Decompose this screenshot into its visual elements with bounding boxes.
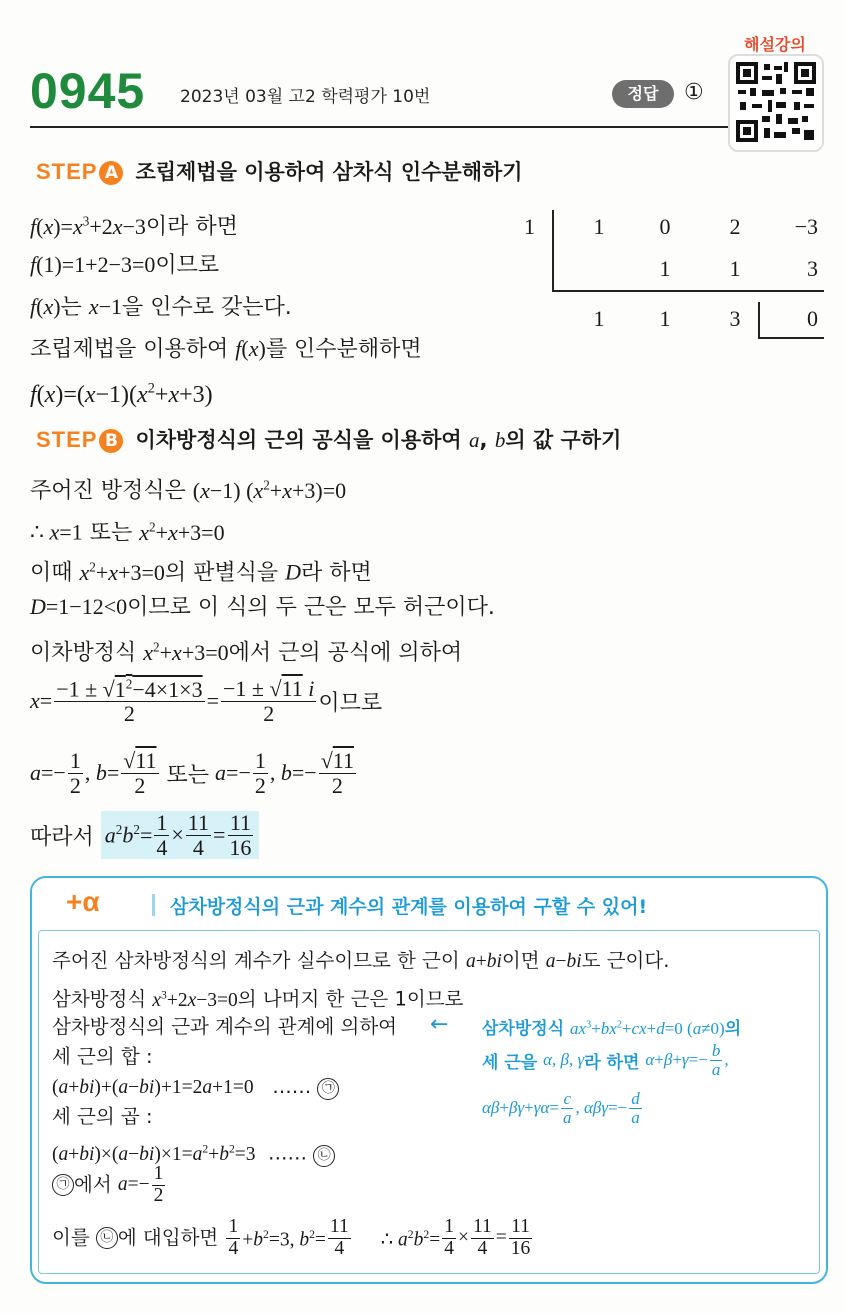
sd-cell: 0 xyxy=(807,306,818,331)
step-b-line-4: D=1−12<0이므로 이 식의 두 근은 모두 허근이다. xyxy=(30,594,495,620)
qr-code-icon xyxy=(736,62,816,142)
step-a-badge: STEP xyxy=(36,159,98,184)
tip-badge: +α xyxy=(66,886,100,917)
tip-separator xyxy=(152,894,155,916)
header-rule xyxy=(30,126,730,128)
qr-frame[interactable] xyxy=(728,54,824,152)
sd-cell: 1 xyxy=(593,306,605,331)
tip-line-5: (a+bi)+(a−bi)+1=2a+1=0 …… ㉠ xyxy=(52,1074,339,1101)
tip-line-1: 주어진 삼차방정식의 계수가 실수이므로 한 근이 a+bi이면 a−bi도 근이다. xyxy=(52,949,670,972)
sd-cell: 0 xyxy=(659,214,671,239)
sd-cell: 1 xyxy=(593,214,605,239)
sd-cell: 3 xyxy=(807,256,818,281)
step-a-heading xyxy=(36,156,523,186)
marker-2: ㉡ xyxy=(313,1145,335,1167)
step-b-line-5: 이차방정식 $x^2+x+3=0$에서 근의 공식에 의하여 xyxy=(30,639,463,666)
tip-title: 삼차방정식의 근과 계수의 관계를 이용하여 구할 수 있어! xyxy=(170,896,648,918)
step-a-factored: $f(x)=(x-1)(x^2+x+3)$ xyxy=(30,381,213,409)
side-note-line-1: 삼차방정식 $ax^3+bx^2+cx+d=0$ (a≠0)의 xyxy=(482,1019,742,1039)
side-note-line-3: αβ+βγ+γα= $\frac{c}{a}$ , αβγ=− $\frac{d}{a}$ xyxy=(482,1088,640,1127)
problem-number: 0945 xyxy=(30,63,146,119)
answer-value: ① xyxy=(684,80,704,105)
sd-cell: 2 xyxy=(729,214,741,239)
answer-badge: 정답 xyxy=(612,80,674,108)
side-note-line-2: 세 근을 α, β, γ 라 하면 α+β+γ=− $\frac{b}{a}$ , xyxy=(482,1040,729,1079)
ab-values-line: a=− $\frac{1}{2}$ , b= $\frac{√11}{2}$ 또는 a=− $\frac{1}{2}$ , b=− $\frac{√11}{2}$ xyxy=(30,748,354,798)
sd-cell: 3 xyxy=(729,306,741,331)
marker-2-ref: ㉡ xyxy=(96,1227,118,1249)
step-b-line-3: 이때 $x^2+x+3=0$의 판별식을 D라 하면 xyxy=(30,559,372,586)
sd-cell: 1 xyxy=(659,256,671,281)
problem-source: 2023년 03월 고2 학력평가 10번 xyxy=(180,87,431,107)
marker-1-ref: ㉠ xyxy=(52,1174,74,1196)
tip-line-6: 세 근의 곱 : xyxy=(52,1105,153,1128)
marker-1: ㉠ xyxy=(317,1078,339,1100)
tip-line-3: 삼차방정식의 근과 계수의 관계에 의하여 xyxy=(52,1015,398,1038)
step-b-line-1: 주어진 방정식은 (x−1) $(x^2+x+3)=0$ xyxy=(30,477,347,504)
lecture-label: 해설강의 xyxy=(744,35,806,54)
step-b-heading xyxy=(36,424,621,454)
answer-highlight: $a^2b^2=$ $\frac{1}{4}$ × $\frac{11}{4}$ = $\frac{11}{16}$ xyxy=(101,811,260,858)
quadratic-formula-line: x = $\frac{-1 \pm √1^2-4\times 1\times 3}{2}$ = $\frac{-1 \pm √11 i}{2}$ 이므로 xyxy=(30,676,383,726)
step-b-badge: STEP xyxy=(36,427,98,452)
step-a-line-3: f(x)는 x−1을 인수로 갖는다. xyxy=(30,294,292,320)
sd-root: 1 xyxy=(524,214,535,239)
step-a-line-1: $f(x)=x^3+2x-3$이라 하면 xyxy=(30,213,238,240)
sd-remainder-vrule xyxy=(758,302,760,338)
step-b-line-2: ∴ x=1 또는 $x^2+x+3=0$ xyxy=(30,519,225,546)
conclusion-line: 따라서 $a^2b^2=$ $\frac{1}{4}$ × $\frac{11}{4}$ = $\frac{11}{16}$ xyxy=(30,808,259,862)
step-a-title: 조립제법을 이용하여 삼차식 인수분해하기 xyxy=(135,160,523,184)
synthetic-division xyxy=(520,210,830,340)
step-b-letter: B xyxy=(99,429,123,453)
sd-cell: −3 xyxy=(794,214,818,239)
arrow-left-icon: ← xyxy=(430,1012,449,1037)
step-a-letter: A xyxy=(99,161,123,185)
sd-cell: 1 xyxy=(729,256,741,281)
sd-vertical-rule xyxy=(552,210,554,290)
tip-line-2: 삼차방정식 $x^3+2x-3=0$의 나머지 한 근은 1이므로 xyxy=(52,987,464,1011)
tip-line-8: ㉠ 에서 a=− $\frac{1}{2}$ xyxy=(52,1162,167,1208)
step-b-title: 이차방정식의 근의 공식을 이용하여 a, b의 값 구하기 xyxy=(135,428,622,452)
sd-remainder-hrule xyxy=(758,337,824,339)
tip-line-9: 이를 ㉡ 에 대입하면 $\frac{1}{4}$ $+b^2=3$, $b^2=$ $\frac{11}{4}$ ∴ $a^2b^2=$ $\frac{1}{4}$ × $\frac{11}{4}$ = $\frac{11}{16}$ xyxy=(52,1216,531,1259)
sd-cell: 1 xyxy=(659,306,671,331)
step-a-line-4: 조립제법을 이용하여 f(x)를 인수분해하면 xyxy=(30,336,422,362)
sd-horizontal-rule xyxy=(552,290,824,292)
tip-line-7: $(a+bi)\times(a-bi)\times 1=a^2+b^2=3$ …… ㉡ xyxy=(52,1136,335,1168)
tip-line-4: 세 근의 합 : xyxy=(52,1045,153,1068)
step-a-line-2: f(1)=1+2−3=0이므로 xyxy=(30,252,220,278)
